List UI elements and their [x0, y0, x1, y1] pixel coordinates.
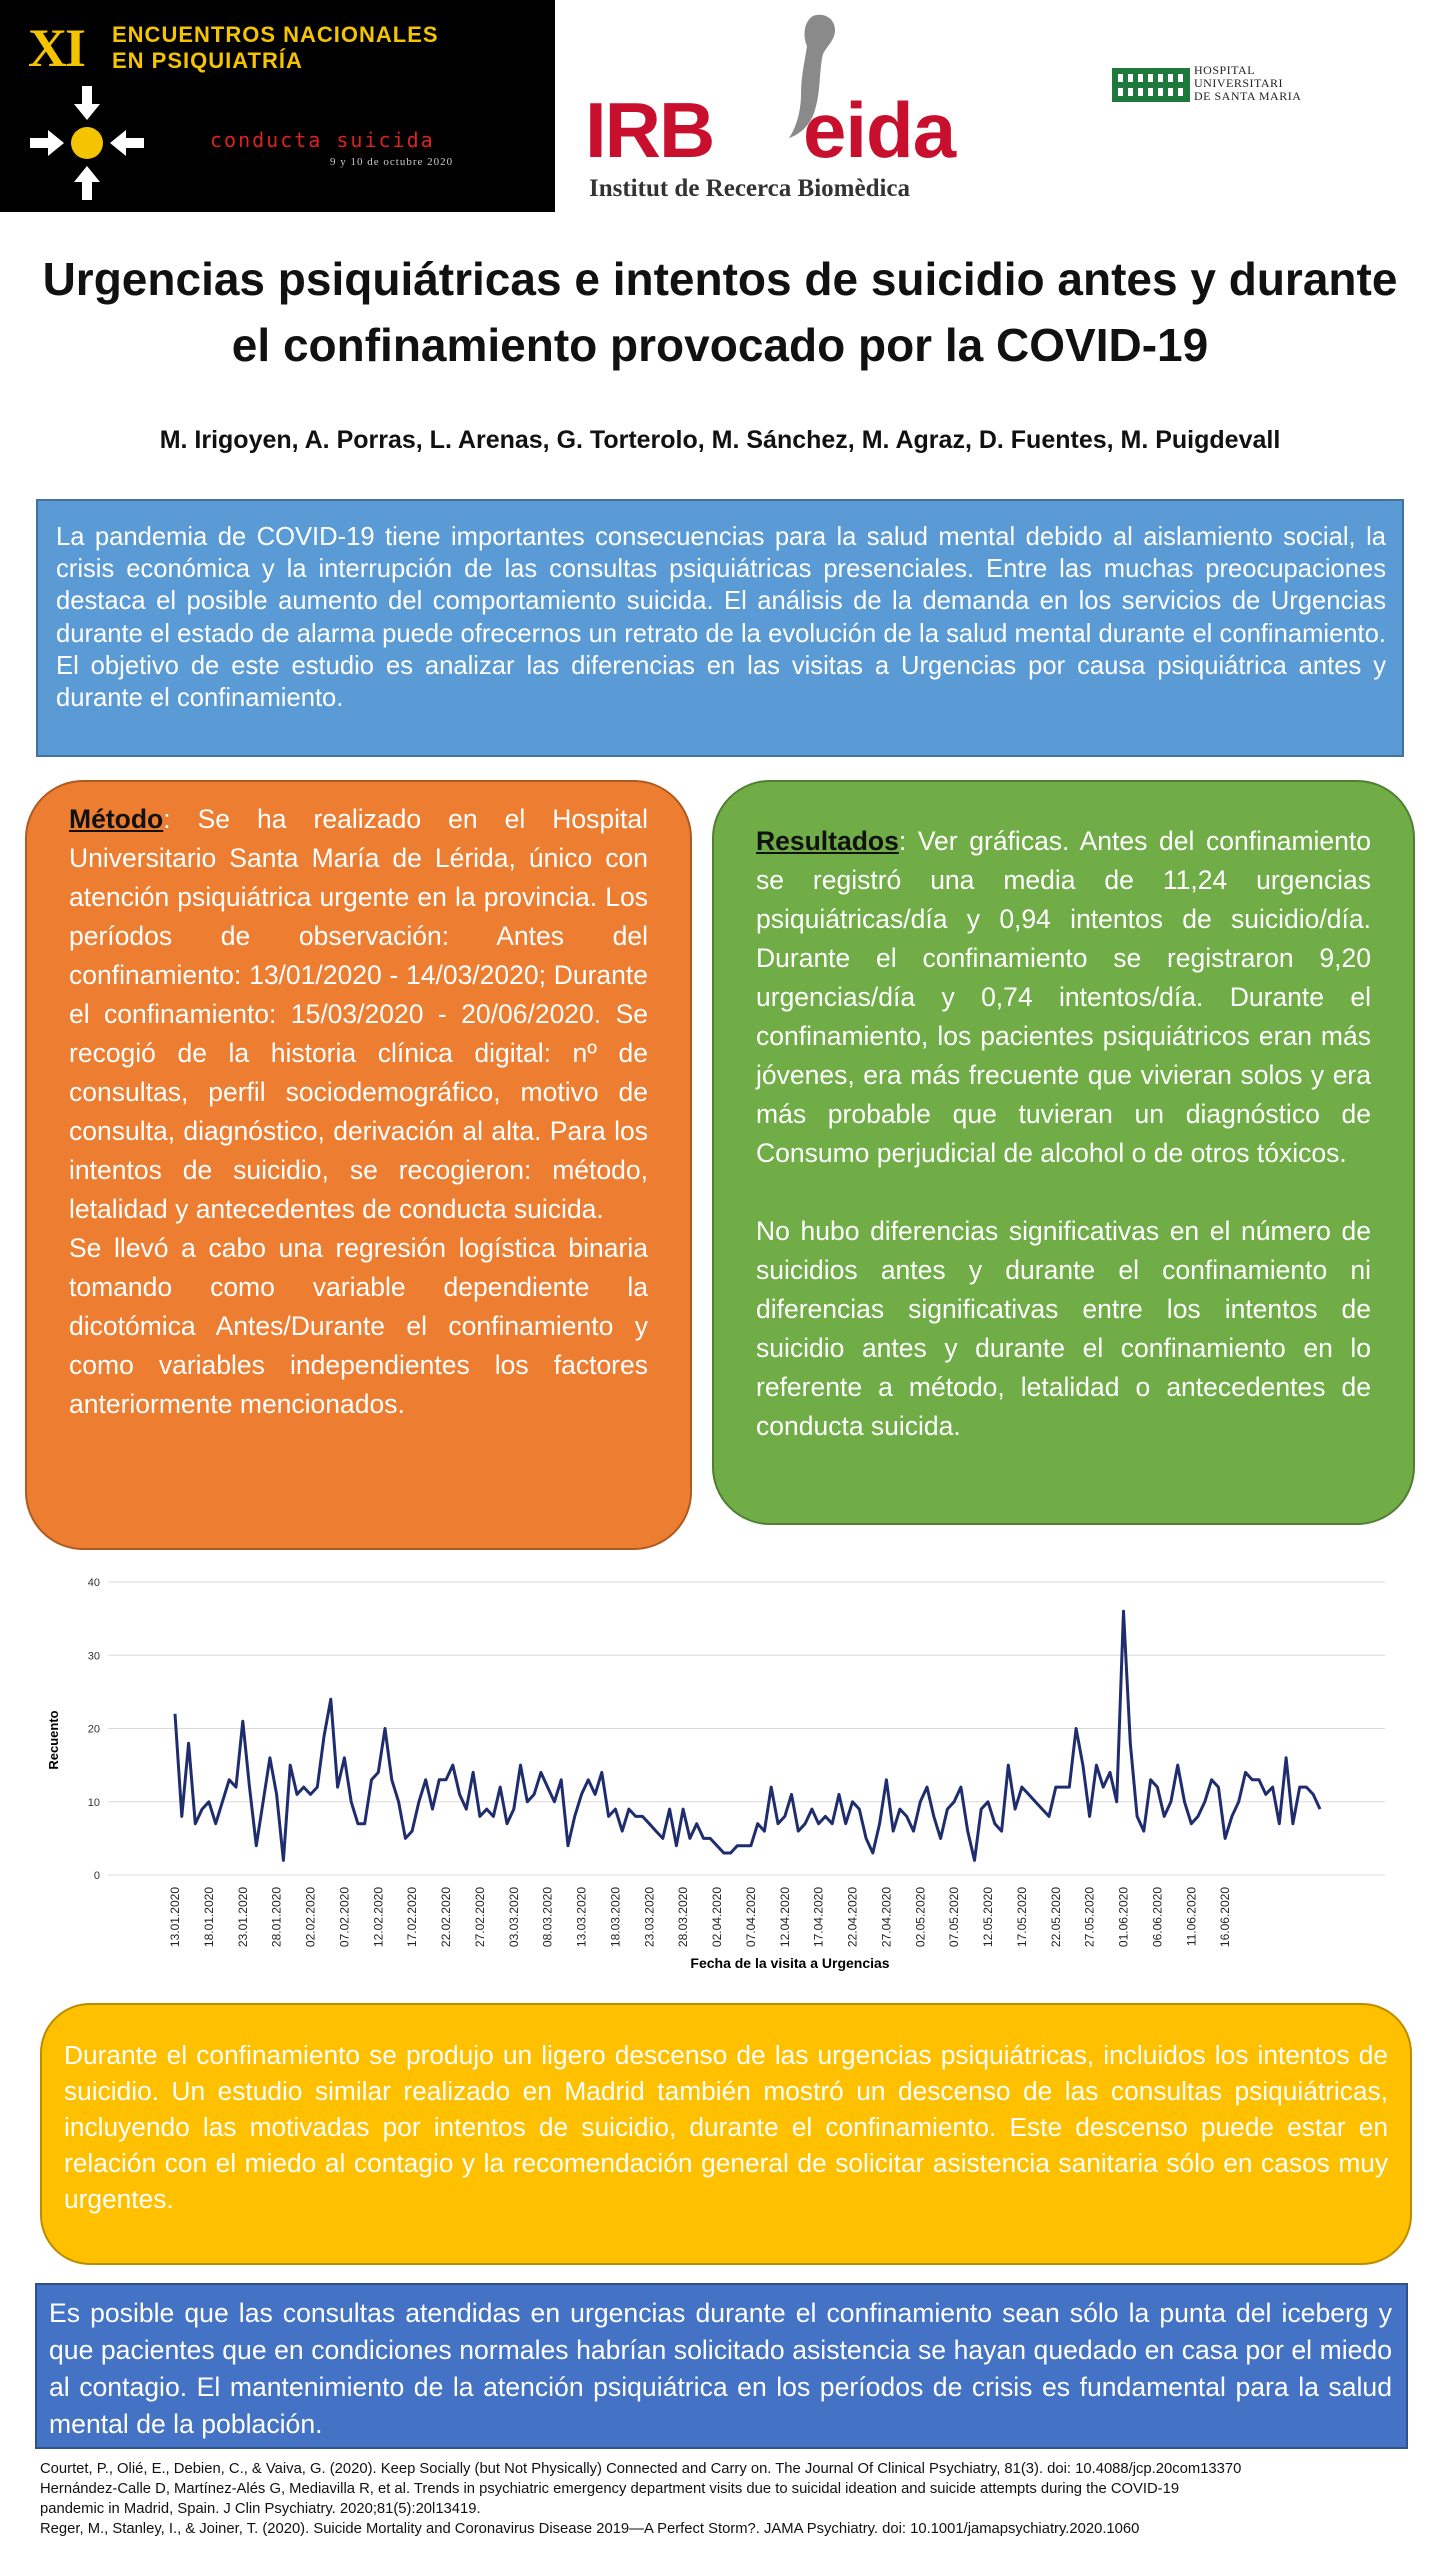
- x-tick-label: 28.03.2020: [676, 1887, 691, 1948]
- x-tick-label: 03.03.2020: [506, 1887, 521, 1948]
- x-tick-label: 17.05.2020: [1014, 1887, 1029, 1948]
- author-list: M. Irigoyen, A. Porras, L. Arenas, G. Torterolo, M. Sánchez, M. Agraz, D. Fuentes, M. Puigdevall: [159, 426, 1281, 454]
- x-axis-label: Fecha de la visita a Urgencias: [690, 1955, 890, 1971]
- x-tick-label: 22.02.2020: [439, 1887, 454, 1948]
- x-tick-label: 07.02.2020: [337, 1887, 352, 1948]
- reference-item: Courtet, P., Olié, E., Debien, C., & Vaiva, G. (2020). Keep Socially (but Not Physically) Connected and Carry on. The Journal Of Clinical Psychiatry, 81(3). doi: 10.4088/jcp.20com13370: [40, 2461, 1242, 2477]
- x-tick-label: 06.06.2020: [1150, 1887, 1165, 1948]
- x-tick-label: 18.01.2020: [201, 1887, 216, 1948]
- reference-list: [40, 2459, 1430, 2539]
- x-tick-label: 23.03.2020: [642, 1887, 657, 1948]
- poster-title: Urgencias psiquiátricas e intentos de suicidio antes y durante el confinamiento provocado por la COVID-19: [42, 253, 1398, 371]
- x-tick-label: 22.04.2020: [845, 1887, 860, 1948]
- reference-item: pandemic in Madrid, Spain. J Clin Psychiatry. 2020;81(5):20l13419.: [40, 2501, 481, 2517]
- x-tick-label: 07.04.2020: [743, 1887, 758, 1948]
- y-tick-label: 20: [87, 1723, 100, 1736]
- method-box: [25, 780, 692, 1550]
- x-tick-label: 17.04.2020: [811, 1887, 826, 1948]
- x-tick-label: 13.03.2020: [574, 1887, 589, 1948]
- method-text: : Se ha realizado en el Hospital Universitario Santa María de Lérida, único con atención psiquiátrica urgente en la provincia. Los períodos de observación: Antes del confinamiento: 13/01/2020 - 14/03/2020; Durante el confinamiento: 15/03/2020 - 20/06/2020. Se recogió de la historia clínica digital: nº de consultas, perfil sociodemográfico, motivo de consulta, diagnóstico, derivación al alta. Para los intentos de suicidio, se recogieron: método, letalidad y antecedentes de conducta suicida.: [69, 804, 648, 1224]
- congress-numeral: XI: [28, 18, 85, 78]
- x-tick-label: 12.02.2020: [371, 1887, 386, 1948]
- reference-item: Reger, M., Stanley, I., & Joiner, T. (2020). Suicide Mortality and Coronavirus Disease 2019—A Perfect Storm?. JAMA Psychiatry. doi: 10.1001/jamapsychiatry.2020.1060: [40, 2521, 1140, 2537]
- irb-subtitle: Institut de Recerca Biomèdica: [589, 175, 911, 202]
- daily-visits-line-chart: [40, 1570, 1410, 1995]
- x-tick-label: 07.05.2020: [947, 1887, 962, 1948]
- x-tick-label: 27.05.2020: [1082, 1887, 1097, 1948]
- hospital-name-line3: DE SANTA MARIA: [1194, 89, 1302, 103]
- conclusion-text: Es posible que las consultas atendidas en urgencias durante el confinamiento sean sólo la punta del iceberg y que pacientes que en condiciones normales habrían solicitado asistencia se hayan quedado en casa por el miedo al contagio. El mantenimiento de la atención psiquiátrica en los períodos de crisis es fundamental para la salud mental de la población.: [49, 2298, 1392, 2439]
- congress-subtitle: conducta suicida: [210, 128, 435, 152]
- x-tick-label: 02.04.2020: [710, 1887, 725, 1948]
- hospital-building-icon: [1112, 64, 1190, 104]
- arrows-emblem-icon: [22, 78, 152, 208]
- results-heading: Resultados: [756, 826, 899, 856]
- hospital-name-line2: UNIVERSITARI: [1194, 76, 1284, 90]
- irb-wordmark-right: eida: [803, 86, 956, 174]
- irb-wordmark-left: IRB: [585, 86, 714, 174]
- method-heading: Método: [69, 804, 164, 834]
- congress-logo: [0, 0, 555, 212]
- x-tick-label: 16.06.2020: [1218, 1887, 1233, 1948]
- x-tick-label: 08.03.2020: [540, 1887, 555, 1948]
- discussion-box: [40, 2003, 1412, 2265]
- x-tick-label: 22.05.2020: [1048, 1887, 1063, 1948]
- conclusion-box: [35, 2283, 1408, 2449]
- x-tick-label: 13.01.2020: [168, 1887, 182, 1948]
- x-tick-label: 01.06.2020: [1116, 1887, 1131, 1948]
- x-tick-label: 27.04.2020: [879, 1887, 894, 1948]
- x-tick-label: 27.02.2020: [472, 1887, 487, 1948]
- x-tick-label: 12.04.2020: [777, 1887, 792, 1948]
- irb-lleida-logo: [585, 10, 1025, 205]
- introduction-text: La pandemia de COVID-19 tiene importantes consecuencias para la salud mental debido al aislamiento social, la crisis económica y la interrupción de las consultas psiquiátricas presenciales. Entre las muchas preocupaciones destaca el posible aumento del comportamiento suicida. El análisis de la demanda en los servicios de Urgencias durante el estado de alarma puede ofrecernos un retrato de la evolución de la salud mental durante el confinamiento. El objetivo de este estudio es analizar las diferencias en las visitas a Urgencias por causa psiquiátrica antes y durante el confinamiento.: [56, 523, 1386, 713]
- x-tick-label: 12.05.2020: [981, 1887, 996, 1948]
- results-box: [712, 780, 1415, 1525]
- x-tick-label: 28.01.2020: [269, 1887, 284, 1948]
- congress-title-line1: ENCUENTROS NACIONALES: [112, 22, 439, 47]
- congress-title-line2: EN PSIQUIATRÍA: [112, 48, 303, 73]
- hospital-logo: [1112, 62, 1372, 112]
- series-line: [175, 1611, 1320, 1860]
- discussion-text: Durante el confinamiento se produjo un ligero descenso de las urgencias psiquiátricas, incluidos los intentos de suicidio. Un estudio similar realizado en Madrid también mostró un descenso de las consultas psiquiátricas, incluyendo las motivadas por intentos de suicidio, durante el confinamiento. Este descenso puede estar en relación con el miedo al contagio y la recomendación general de solicitar asistencia sanitaria sólo en casos muy urgentes.: [64, 2040, 1388, 2214]
- results-text-2: No hubo diferencias significativas en el número de suicidios antes y durante el confinamiento ni diferencias significativas entre los intentos de suicidio antes y durante el confinamiento en lo referente a método, letalidad o antecedentes de conducta suicida.: [756, 1216, 1371, 1441]
- x-tick-label: 23.01.2020: [235, 1887, 250, 1948]
- x-tick-label: 11.06.2020: [1184, 1887, 1199, 1947]
- results-text: : Ver gráficas. Antes del confinamiento se registró una media de 11,24 urgencias psiquiátricas/día y 0,94 intentos de suicidio/día. Durante el confinamiento se registraron 9,20 urgencias/día y 0,74 intentos/día. Durante el confinamiento, los pacientes psiquiátricos eran más jóvenes, era más frecuente que vivieran solos y era más probable que tuvieran un diagnóstico de Consumo perjudicial de alcohol o de otros tóxicos.: [756, 826, 1371, 1168]
- y-axis-label: Recuento: [46, 1710, 61, 1770]
- hospital-name-line1: HOSPITAL: [1194, 63, 1256, 77]
- reference-item: Hernández-Calle D, Martínez-Alés G, Mediavilla R, et al. Trends in psychiatric emergency department visits due to suicidal ideation and suicide attempts during the COVID-19: [40, 2481, 1180, 2497]
- y-tick-label: 30: [87, 1650, 100, 1663]
- x-tick-label: 02.05.2020: [913, 1887, 928, 1948]
- y-tick-label: 40: [87, 1577, 100, 1589]
- method-text-2: Se llevó a cabo una regresión logística binaria tomando como variable dependiente la dicotómica Antes/Durante el confinamiento y como variables independientes los factores anteriormente mencionados.: [69, 1233, 648, 1419]
- x-tick-label: 17.02.2020: [405, 1887, 420, 1948]
- x-tick-label: 02.02.2020: [303, 1887, 318, 1948]
- y-tick-label: 10: [87, 1796, 100, 1809]
- y-tick-label: 0: [93, 1870, 100, 1882]
- introduction-box: [36, 499, 1404, 757]
- congress-dates: 9 y 10 de octubre 2020: [330, 156, 454, 168]
- x-tick-label: 18.03.2020: [608, 1887, 623, 1948]
